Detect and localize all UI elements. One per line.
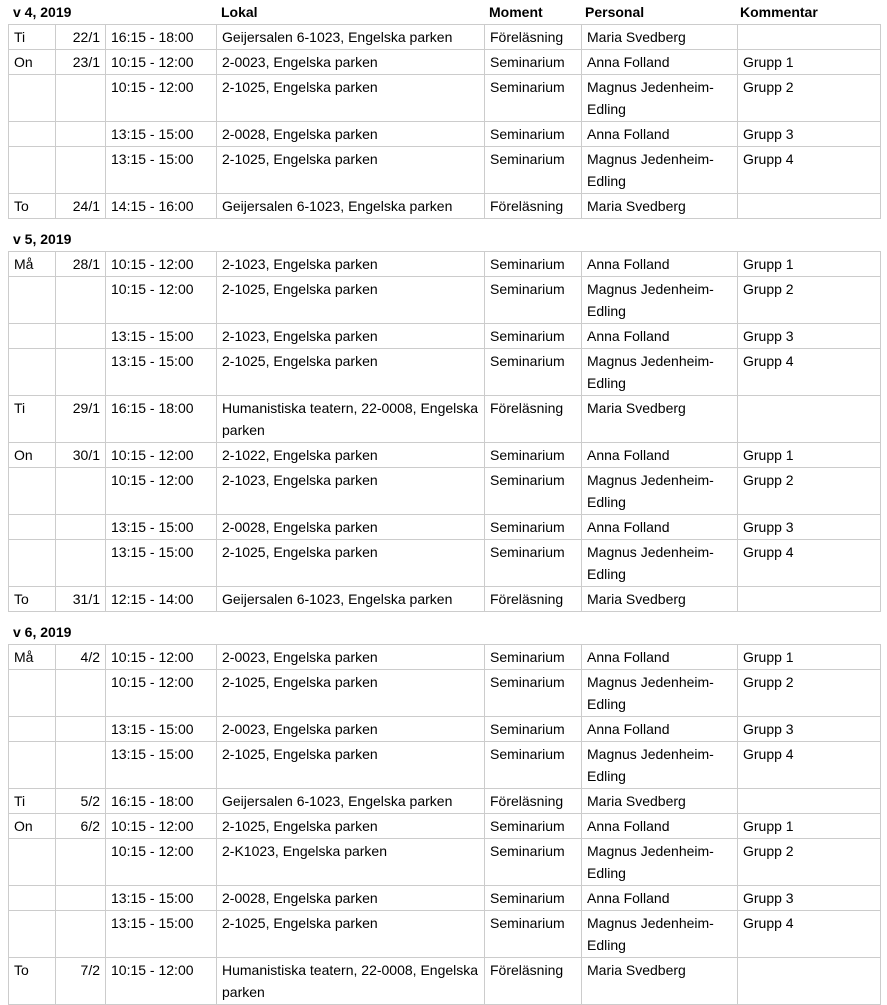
table-row — [9, 194, 881, 219]
date-cell: 7/2 — [56, 958, 106, 1005]
table-row — [9, 277, 881, 324]
day-cell: On — [9, 50, 56, 75]
staff-cell: Anna Folland — [582, 252, 738, 277]
header-moment: Moment — [489, 4, 543, 20]
room-cell: 2-1022, Engelska parken — [217, 443, 485, 468]
time-cell: 14:15 - 16:00 — [106, 194, 217, 219]
staff-cell: Anna Folland — [582, 886, 738, 911]
comment-cell: Grupp 3 — [738, 515, 881, 540]
day-cell: Må — [9, 252, 56, 277]
comment-cell: Grupp 2 — [738, 75, 881, 122]
comment-cell — [738, 587, 881, 612]
comment-cell: Grupp 1 — [738, 252, 881, 277]
header-personal: Personal — [585, 4, 645, 20]
day-cell — [9, 324, 56, 349]
comment-cell: Grupp 4 — [738, 742, 881, 789]
room-cell: 2-0023, Engelska parken — [217, 50, 485, 75]
comment-cell: Grupp 4 — [738, 540, 881, 587]
week-header — [0, 620, 887, 644]
activity-cell: Seminarium — [485, 349, 582, 396]
comment-cell: Grupp 3 — [738, 717, 881, 742]
comment-cell: Grupp 3 — [738, 324, 881, 349]
date-cell — [56, 277, 106, 324]
room-cell: 2-0028, Engelska parken — [217, 122, 485, 147]
date-cell: 30/1 — [56, 443, 106, 468]
time-cell: 13:15 - 15:00 — [106, 886, 217, 911]
day-cell — [9, 670, 56, 717]
room-cell: 2-1025, Engelska parken — [217, 911, 485, 958]
room-cell: 2-1023, Engelska parken — [217, 324, 485, 349]
table-row — [9, 515, 881, 540]
week-spacer — [0, 219, 887, 227]
staff-cell: Anna Folland — [582, 122, 738, 147]
activity-cell: Föreläsning — [485, 25, 582, 50]
day-cell — [9, 122, 56, 147]
room-cell: 2-0028, Engelska parken — [217, 515, 485, 540]
week-schedule-table — [8, 251, 881, 612]
time-cell: 10:15 - 12:00 — [106, 645, 217, 670]
staff-cell: Magnus Jedenheim-Edling — [582, 468, 738, 515]
staff-cell: Magnus Jedenheim-Edling — [582, 75, 738, 122]
time-cell: 10:15 - 12:00 — [106, 443, 217, 468]
staff-cell: Magnus Jedenheim-Edling — [582, 670, 738, 717]
date-cell: 4/2 — [56, 645, 106, 670]
date-cell — [56, 349, 106, 396]
table-row — [9, 670, 881, 717]
date-cell — [56, 540, 106, 587]
day-cell — [9, 742, 56, 789]
day-cell — [9, 540, 56, 587]
comment-cell: Grupp 4 — [738, 147, 881, 194]
staff-cell: Anna Folland — [582, 515, 738, 540]
staff-cell: Maria Svedberg — [582, 396, 738, 443]
comment-cell: Grupp 2 — [738, 468, 881, 515]
room-cell: Geijersalen 6-1023, Engelska parken — [217, 789, 485, 814]
room-cell: 2-1025, Engelska parken — [217, 277, 485, 324]
date-cell: 22/1 — [56, 25, 106, 50]
comment-cell: Grupp 3 — [738, 122, 881, 147]
table-row — [9, 789, 881, 814]
time-cell: 13:15 - 15:00 — [106, 147, 217, 194]
date-cell — [56, 147, 106, 194]
activity-cell: Seminarium — [485, 443, 582, 468]
room-cell: Humanistiska teatern, 22-0008, Engelska parken — [217, 396, 485, 443]
date-cell — [56, 839, 106, 886]
time-cell: 10:15 - 12:00 — [106, 277, 217, 324]
table-row — [9, 396, 881, 443]
date-cell: 29/1 — [56, 396, 106, 443]
activity-cell: Seminarium — [485, 122, 582, 147]
week-header — [0, 227, 887, 251]
day-cell — [9, 147, 56, 194]
activity-cell: Seminarium — [485, 717, 582, 742]
room-cell: 2-1025, Engelska parken — [217, 75, 485, 122]
table-row — [9, 645, 881, 670]
activity-cell: Föreläsning — [485, 789, 582, 814]
day-cell: On — [9, 443, 56, 468]
staff-cell: Magnus Jedenheim-Edling — [582, 540, 738, 587]
date-cell — [56, 468, 106, 515]
room-cell: 2-1023, Engelska parken — [217, 468, 485, 515]
staff-cell: Maria Svedberg — [582, 789, 738, 814]
staff-cell: Magnus Jedenheim-Edling — [582, 911, 738, 958]
activity-cell: Seminarium — [485, 468, 582, 515]
staff-cell: Anna Folland — [582, 645, 738, 670]
comment-cell: Grupp 2 — [738, 839, 881, 886]
room-cell: Geijersalen 6-1023, Engelska parken — [217, 194, 485, 219]
staff-cell: Anna Folland — [582, 324, 738, 349]
room-cell: 2-1025, Engelska parken — [217, 742, 485, 789]
week-spacer — [0, 612, 887, 620]
activity-cell: Föreläsning — [485, 958, 582, 1005]
time-cell: 13:15 - 15:00 — [106, 540, 217, 587]
time-cell: 13:15 - 15:00 — [106, 742, 217, 789]
week-label: v 4, 2019 — [13, 4, 72, 20]
room-cell: 2-K1023, Engelska parken — [217, 839, 485, 886]
activity-cell: Seminarium — [485, 814, 582, 839]
table-row — [9, 886, 881, 911]
week-label: v 5, 2019 — [13, 231, 72, 247]
staff-cell: Anna Folland — [582, 443, 738, 468]
activity-cell: Seminarium — [485, 515, 582, 540]
date-cell — [56, 75, 106, 122]
room-cell: Humanistiska teatern, 22-0008, Engelska parken — [217, 958, 485, 1005]
date-cell: 6/2 — [56, 814, 106, 839]
time-cell: 10:15 - 12:00 — [106, 839, 217, 886]
date-cell — [56, 670, 106, 717]
comment-cell: Grupp 1 — [738, 50, 881, 75]
day-cell: On — [9, 814, 56, 839]
room-cell: 2-0023, Engelska parken — [217, 645, 485, 670]
date-cell — [56, 886, 106, 911]
day-cell — [9, 75, 56, 122]
activity-cell: Seminarium — [485, 540, 582, 587]
activity-cell: Seminarium — [485, 670, 582, 717]
activity-cell: Seminarium — [485, 252, 582, 277]
room-cell: 2-1025, Engelska parken — [217, 147, 485, 194]
time-cell: 10:15 - 12:00 — [106, 252, 217, 277]
day-cell — [9, 911, 56, 958]
time-cell: 10:15 - 12:00 — [106, 75, 217, 122]
day-cell: Ti — [9, 25, 56, 50]
week-schedule-table — [8, 644, 881, 1005]
time-cell: 10:15 - 12:00 — [106, 50, 217, 75]
week-schedule-table — [8, 24, 881, 219]
comment-cell — [738, 958, 881, 1005]
table-row — [9, 443, 881, 468]
staff-cell: Magnus Jedenheim-Edling — [582, 839, 738, 886]
activity-cell: Föreläsning — [485, 194, 582, 219]
comment-cell: Grupp 1 — [738, 645, 881, 670]
time-cell: 16:15 - 18:00 — [106, 789, 217, 814]
date-cell: 5/2 — [56, 789, 106, 814]
activity-cell: Seminarium — [485, 886, 582, 911]
staff-cell: Maria Svedberg — [582, 958, 738, 1005]
activity-cell: Seminarium — [485, 75, 582, 122]
table-row — [9, 958, 881, 1005]
staff-cell: Anna Folland — [582, 717, 738, 742]
time-cell: 13:15 - 15:00 — [106, 349, 217, 396]
table-row — [9, 324, 881, 349]
staff-cell: Anna Folland — [582, 50, 738, 75]
date-cell: 31/1 — [56, 587, 106, 612]
day-cell — [9, 515, 56, 540]
day-cell: Ti — [9, 789, 56, 814]
activity-cell: Seminarium — [485, 324, 582, 349]
date-cell: 28/1 — [56, 252, 106, 277]
date-cell: 24/1 — [56, 194, 106, 219]
room-cell: 2-0023, Engelska parken — [217, 717, 485, 742]
table-row — [9, 468, 881, 515]
activity-cell: Seminarium — [485, 742, 582, 789]
day-cell — [9, 349, 56, 396]
room-cell: 2-0028, Engelska parken — [217, 886, 485, 911]
activity-cell: Föreläsning — [485, 396, 582, 443]
table-row — [9, 75, 881, 122]
activity-cell: Seminarium — [485, 645, 582, 670]
date-cell — [56, 122, 106, 147]
header-kommentar: Kommentar — [740, 4, 818, 20]
day-cell: Må — [9, 645, 56, 670]
time-cell: 10:15 - 12:00 — [106, 468, 217, 515]
room-cell: 2-1025, Engelska parken — [217, 814, 485, 839]
table-row — [9, 349, 881, 396]
staff-cell: Maria Svedberg — [582, 587, 738, 612]
comment-cell: Grupp 1 — [738, 443, 881, 468]
activity-cell: Seminarium — [485, 839, 582, 886]
comment-cell: Grupp 4 — [738, 349, 881, 396]
table-row — [9, 814, 881, 839]
comment-cell: Grupp 2 — [738, 670, 881, 717]
header-lokal: Lokal — [221, 4, 258, 20]
time-cell: 13:15 - 15:00 — [106, 122, 217, 147]
day-cell — [9, 717, 56, 742]
comment-cell — [738, 194, 881, 219]
table-row — [9, 911, 881, 958]
time-cell: 13:15 - 15:00 — [106, 324, 217, 349]
room-cell: 2-1025, Engelska parken — [217, 670, 485, 717]
time-cell: 12:15 - 14:00 — [106, 587, 217, 612]
activity-cell: Seminarium — [485, 911, 582, 958]
day-cell — [9, 468, 56, 515]
room-cell: Geijersalen 6-1023, Engelska parken — [217, 25, 485, 50]
time-cell: 13:15 - 15:00 — [106, 717, 217, 742]
table-row — [9, 122, 881, 147]
room-cell: 2-1025, Engelska parken — [217, 349, 485, 396]
date-cell — [56, 742, 106, 789]
table-row — [9, 147, 881, 194]
time-cell: 16:15 - 18:00 — [106, 396, 217, 443]
table-row — [9, 742, 881, 789]
date-cell: 23/1 — [56, 50, 106, 75]
table-row — [9, 717, 881, 742]
table-row — [9, 540, 881, 587]
room-cell: 2-1023, Engelska parken — [217, 252, 485, 277]
table-row — [9, 252, 881, 277]
comment-cell: Grupp 4 — [738, 911, 881, 958]
day-cell — [9, 886, 56, 911]
staff-cell: Magnus Jedenheim-Edling — [582, 277, 738, 324]
staff-cell: Maria Svedberg — [582, 194, 738, 219]
time-cell: 10:15 - 12:00 — [106, 958, 217, 1005]
comment-cell — [738, 25, 881, 50]
time-cell: 13:15 - 15:00 — [106, 515, 217, 540]
staff-cell: Magnus Jedenheim-Edling — [582, 349, 738, 396]
room-cell: Geijersalen 6-1023, Engelska parken — [217, 587, 485, 612]
staff-cell: Magnus Jedenheim-Edling — [582, 147, 738, 194]
table-row — [9, 587, 881, 612]
time-cell: 10:15 - 12:00 — [106, 814, 217, 839]
day-cell: Ti — [9, 396, 56, 443]
staff-cell: Anna Folland — [582, 814, 738, 839]
table-row — [9, 839, 881, 886]
staff-cell: Maria Svedberg — [582, 25, 738, 50]
date-cell — [56, 515, 106, 540]
time-cell: 13:15 - 15:00 — [106, 911, 217, 958]
time-cell: 10:15 - 12:00 — [106, 670, 217, 717]
comment-cell — [738, 396, 881, 443]
activity-cell: Seminarium — [485, 277, 582, 324]
day-cell — [9, 839, 56, 886]
date-cell — [56, 911, 106, 958]
table-row — [9, 50, 881, 75]
table-row — [9, 25, 881, 50]
comment-cell: Grupp 3 — [738, 886, 881, 911]
day-cell: To — [9, 958, 56, 1005]
day-cell: To — [9, 587, 56, 612]
room-cell: 2-1025, Engelska parken — [217, 540, 485, 587]
comment-cell — [738, 789, 881, 814]
day-cell: To — [9, 194, 56, 219]
date-cell — [56, 717, 106, 742]
date-cell — [56, 324, 106, 349]
activity-cell: Föreläsning — [485, 587, 582, 612]
activity-cell: Seminarium — [485, 50, 582, 75]
staff-cell: Magnus Jedenheim-Edling — [582, 742, 738, 789]
comment-cell: Grupp 2 — [738, 277, 881, 324]
time-cell: 16:15 - 18:00 — [106, 25, 217, 50]
activity-cell: Seminarium — [485, 147, 582, 194]
comment-cell: Grupp 1 — [738, 814, 881, 839]
week-header — [0, 0, 887, 24]
day-cell — [9, 277, 56, 324]
week-label: v 6, 2019 — [13, 624, 72, 640]
